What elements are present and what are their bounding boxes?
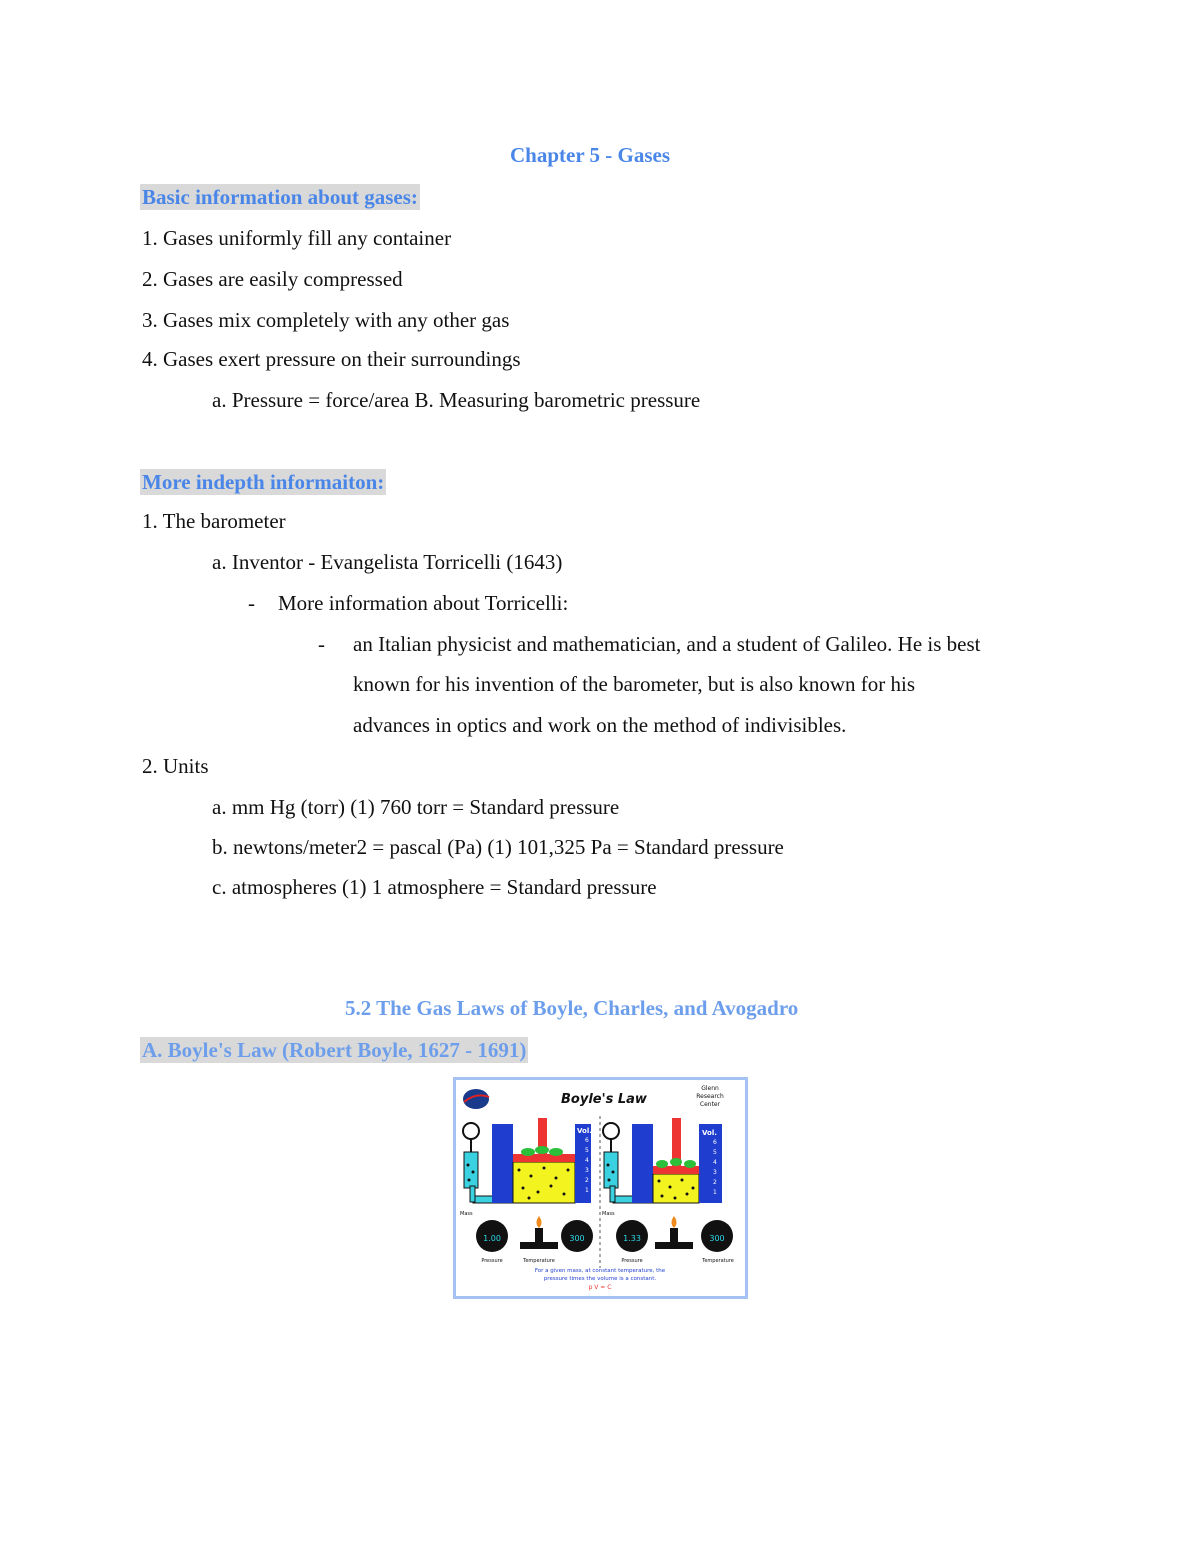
figure-caption-line: For a given mass, at constant temperature, the <box>534 1268 666 1274</box>
figure-title: Boyle's Law <box>561 1092 647 1107</box>
left-panel <box>460 1118 593 1264</box>
svg-text:Mass: Mass <box>602 1211 615 1217</box>
svg-text:3: 3 <box>585 1167 589 1174</box>
right-temp-readout: 300 <box>709 1234 725 1243</box>
boyles-law-figure <box>453 1077 748 1299</box>
sub-list-item: a. Inventor - Evangelista Torricelli (1643) <box>212 550 563 574</box>
svg-text:Vol.: Vol. <box>577 1127 592 1135</box>
list-item: 2. Units <box>142 754 209 778</box>
svg-text:2: 2 <box>585 1177 589 1184</box>
list-item: 2. Gases are easily compressed <box>142 267 403 291</box>
svg-text:3: 3 <box>713 1169 717 1176</box>
list-item: 4. Gases exert pressure on their surroundings <box>142 347 521 371</box>
bullet-text-line: known for his invention of the barometer, but is also known for his <box>353 672 915 696</box>
svg-text:Mass: Mass <box>460 1211 473 1217</box>
svg-text:Temperature: Temperature <box>523 1258 555 1264</box>
figure-formula: p V = C <box>588 1284 612 1291</box>
svg-text:6: 6 <box>585 1137 589 1144</box>
svg-text:Pressure: Pressure <box>481 1258 503 1264</box>
list-item: 1. Gases uniformly fill any container <box>142 226 452 250</box>
right-pressure-readout: 1.33 <box>623 1234 641 1243</box>
list-item: 3. Gases mix completely with any other gas <box>142 308 510 332</box>
page-title: Chapter 5 - Gases <box>510 143 671 167</box>
section-heading-basic: Basic information about gases: <box>142 185 418 209</box>
sub-list-item: c. atmospheres (1) 1 atmosphere = Standard pressure <box>212 875 657 899</box>
bullet-text-line: advances in optics and work on the method of indivisibles. <box>353 713 847 737</box>
svg-text:2: 2 <box>713 1179 717 1186</box>
svg-text:Pressure: Pressure <box>621 1258 643 1264</box>
bullet-text-line: an Italian physicist and mathematician, and a student of Galileo. He is best <box>353 632 981 656</box>
figure-org-line: Research <box>696 1093 724 1100</box>
left-temp-readout: 300 <box>569 1234 585 1243</box>
svg-text:4: 4 <box>585 1157 589 1164</box>
left-pressure-readout: 1.00 <box>483 1234 501 1243</box>
sub-list-item: a. Pressure = force/area B. Measuring barometric pressure <box>212 388 701 412</box>
bullet-dash: - <box>318 632 325 656</box>
bullet-item: - More information about Torricelli: <box>248 591 569 615</box>
section-title-gas-laws: 5.2 The Gas Laws of Boyle, Charles, and Avogadro <box>345 996 799 1020</box>
svg-text:5: 5 <box>585 1147 589 1154</box>
bullet-dash: - <box>248 591 255 615</box>
boyles-law-diagram <box>456 1080 745 1296</box>
svg-text:5: 5 <box>713 1149 717 1156</box>
svg-text:1: 1 <box>585 1187 589 1194</box>
section-heading-indepth: More indepth informaiton: <box>142 470 385 494</box>
svg-text:Vol.: Vol. <box>702 1129 717 1137</box>
figure-org-line: Glenn <box>701 1085 719 1092</box>
svg-text:Temperature: Temperature <box>702 1258 734 1264</box>
figure-caption-line: pressure times the volume is a constant. <box>543 1276 657 1282</box>
svg-text:6: 6 <box>713 1139 717 1146</box>
figure-org-line: Center <box>699 1101 721 1108</box>
sub-list-item: a. mm Hg (torr) (1) 760 torr = Standard pressure <box>212 795 620 819</box>
list-item: 1. The barometer <box>142 509 286 533</box>
right-panel <box>602 1118 734 1264</box>
sub-list-item: b. newtons/meter2 = pascal (Pa) (1) 101,325 Pa = Standard pressure <box>212 835 784 859</box>
svg-text:1: 1 <box>713 1189 717 1196</box>
section-heading-boyle: A. Boyle's Law (Robert Boyle, 1627 - 1691) <box>142 1038 527 1062</box>
svg-text:4: 4 <box>713 1159 717 1166</box>
